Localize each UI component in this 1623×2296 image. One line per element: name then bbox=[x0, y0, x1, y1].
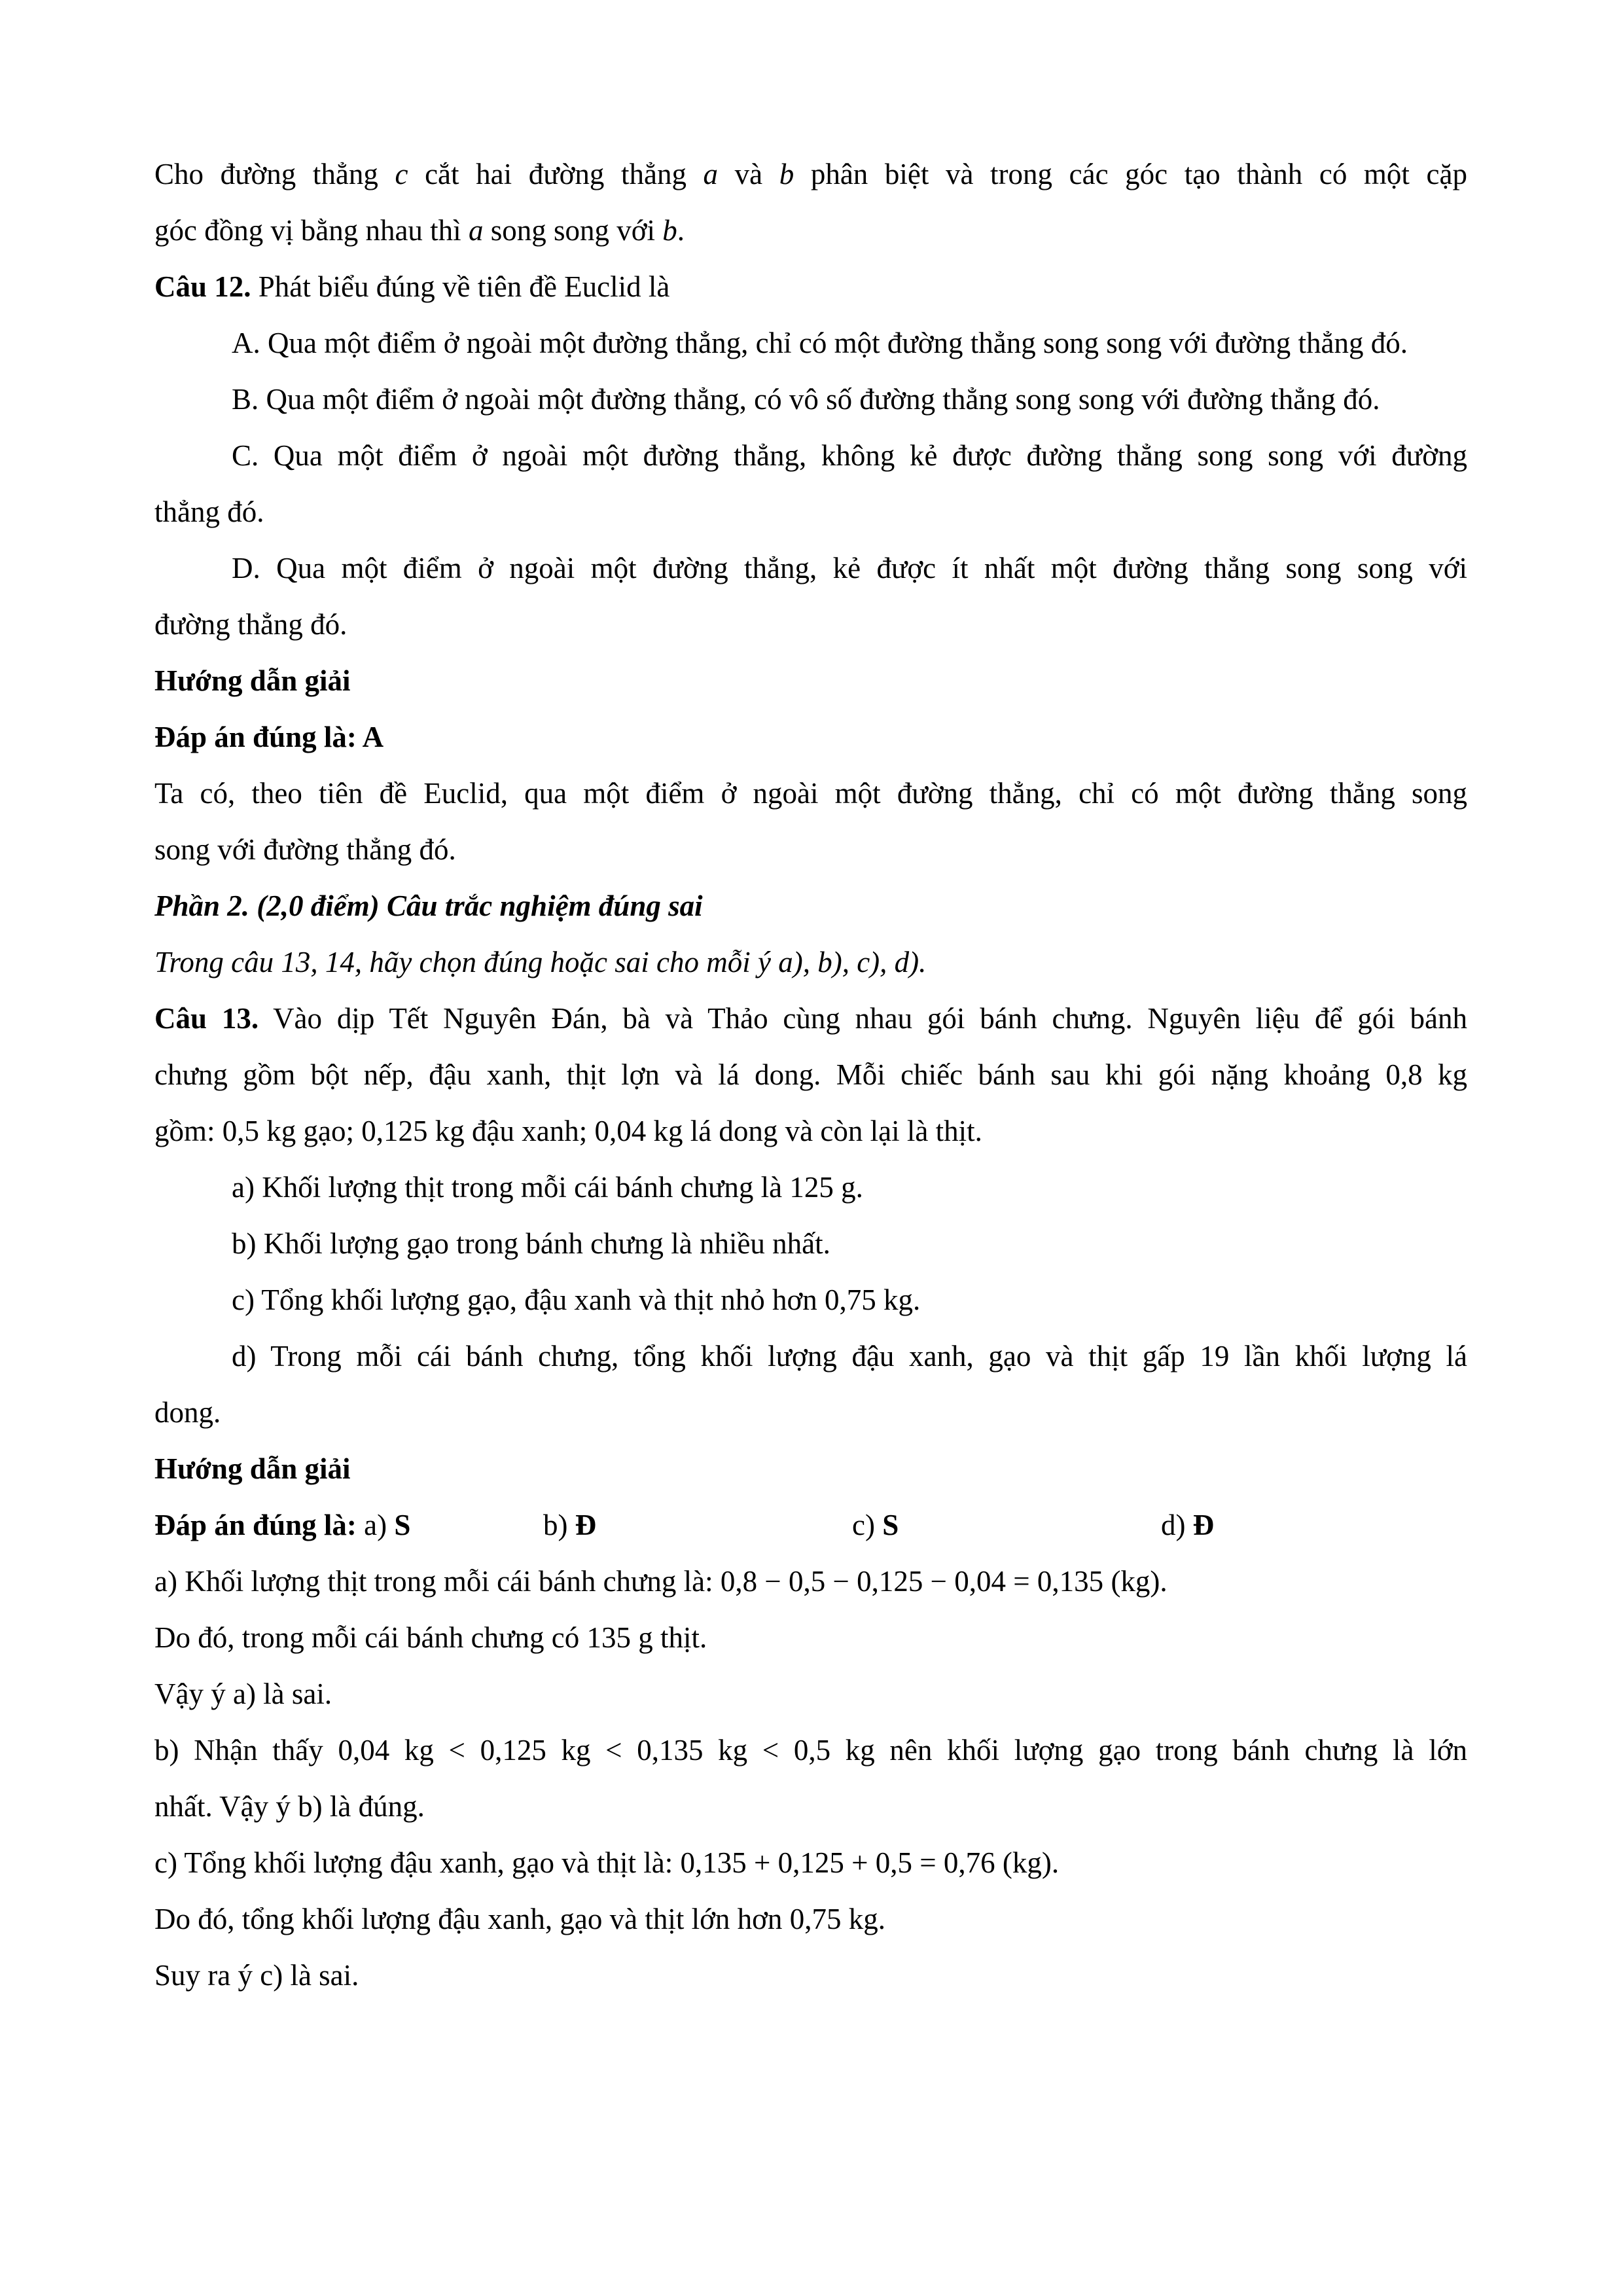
part-2-title: Phần 2. (2,0 điểm) Câu trắc nghiệm đúng sai bbox=[154, 889, 703, 922]
question-12-option-c-line-2: thẳng đó. bbox=[154, 495, 264, 528]
question-13-stem-line-1: Câu 13. Vào dịp Tết Nguyên Đán, bà và Thảo cùng nhau gói bánh chưng. Nguyên liệu để gói bánh bbox=[154, 1002, 1467, 1035]
intro-line-2: góc đồng vị bằng nhau thì a song song với b. bbox=[154, 214, 685, 247]
question-12-answer: Đáp án đúng là: A bbox=[154, 721, 384, 753]
solution-c-conclusion: Suy ra ý c) là sai. bbox=[154, 1959, 359, 1992]
question-13-statement-d-line-2: dong. bbox=[154, 1396, 221, 1429]
question-13-answer-label: Đáp án đúng là: a) S bbox=[154, 1509, 411, 1541]
solution-c-line-1: c) Tổng khối lượng đậu xanh, gạo và thịt là: 0,135 + 0,125 + 0,5 = 0,76 (kg). bbox=[154, 1846, 1060, 1879]
solution-a-conclusion: Vậy ý a) là sai. bbox=[154, 1677, 332, 1710]
question-13-stem-line-2: chưng gồm bột nếp, đậu xanh, thịt lợn và lá dong. Mỗi chiếc bánh sau khi gói nặng khoảng 0,8 kg bbox=[154, 1058, 1467, 1091]
question-13-statement-a: a) Khối lượng thịt trong mỗi cái bánh chưng là 125 g. bbox=[232, 1171, 863, 1204]
solution-a-line-2: Do đó, trong mỗi cái bánh chưng có 135 g thịt. bbox=[154, 1621, 707, 1654]
question-12-guide-heading: Hướng dẫn giải bbox=[154, 664, 351, 697]
question-12-option-d-line-2: đường thẳng đó. bbox=[154, 608, 348, 641]
question-12-option-c-line-1: C. Qua một điểm ở ngoài một đường thẳng, không kẻ được đường thẳng song song với đường bbox=[232, 439, 1467, 472]
solution-b-line-2: nhất. Vậy ý b) là đúng. bbox=[154, 1790, 425, 1823]
question-12-explanation-line-2: song với đường thẳng đó. bbox=[154, 833, 456, 866]
question-13-answer-c: c) S bbox=[852, 1509, 899, 1541]
question-12-option-d-line-1: D. Qua một điểm ở ngoài một đường thẳng, kẻ được ít nhất một đường thẳng song song với bbox=[232, 552, 1467, 584]
part-2-instruction: Trong câu 13, 14, hãy chọn đúng hoặc sai cho mỗi ý a), b), c), d). bbox=[154, 946, 927, 978]
solution-c-line-2: Do đó, tổng khối lượng đậu xanh, gạo và thịt lớn hơn 0,75 kg. bbox=[154, 1903, 885, 1935]
intro-line-1: Cho đường thẳng c cắt hai đường thẳng a và b phân biệt và trong các góc tạo thành có một cặp bbox=[154, 158, 1467, 190]
question-13-stem-line-3: gồm: 0,5 kg gạo; 0,125 kg đậu xanh; 0,04 kg lá dong và còn lại là thịt. bbox=[154, 1115, 982, 1147]
question-13-answer-b: b) Đ bbox=[543, 1509, 597, 1541]
question-13-guide-heading: Hướng dẫn giải bbox=[154, 1452, 351, 1485]
solution-b-line-1: b) Nhận thấy 0,04 kg < 0,125 kg < 0,135 kg < 0,5 kg nên khối lượng gạo trong bánh chưng là lớn bbox=[154, 1734, 1467, 1767]
question-12-option-b: B. Qua một điểm ở ngoài một đường thẳng, có vô số đường thẳng song song với đường thẳng đó. bbox=[232, 383, 1380, 416]
solution-a-line-1: a) Khối lượng thịt trong mỗi cái bánh chưng là: 0,8 − 0,5 − 0,125 − 0,04 = 0,135 (kg). bbox=[154, 1565, 1168, 1598]
question-12-option-a: A. Qua một điểm ở ngoài một đường thẳng, chỉ có một đường thẳng song song với đường thẳng đó. bbox=[232, 327, 1408, 359]
question-12-explanation-line-1: Ta có, theo tiên đề Euclid, qua một điểm ở ngoài một đường thẳng, chỉ có một đường thẳng song bbox=[154, 777, 1467, 810]
question-13-statement-d-line-1: d) Trong mỗi cái bánh chưng, tổng khối lượng đậu xanh, gạo và thịt gấp 19 lần khối lượng lá bbox=[232, 1340, 1467, 1372]
question-13-answer-d: d) Đ bbox=[1161, 1509, 1215, 1541]
question-12-stem: Câu 12. Phát biểu đúng về tiên đề Euclid là bbox=[154, 270, 670, 303]
question-13-statement-b: b) Khối lượng gạo trong bánh chưng là nhiều nhất. bbox=[232, 1227, 830, 1260]
question-13-statement-c: c) Tổng khối lượng gạo, đậu xanh và thịt nhỏ hơn 0,75 kg. bbox=[232, 1283, 921, 1316]
